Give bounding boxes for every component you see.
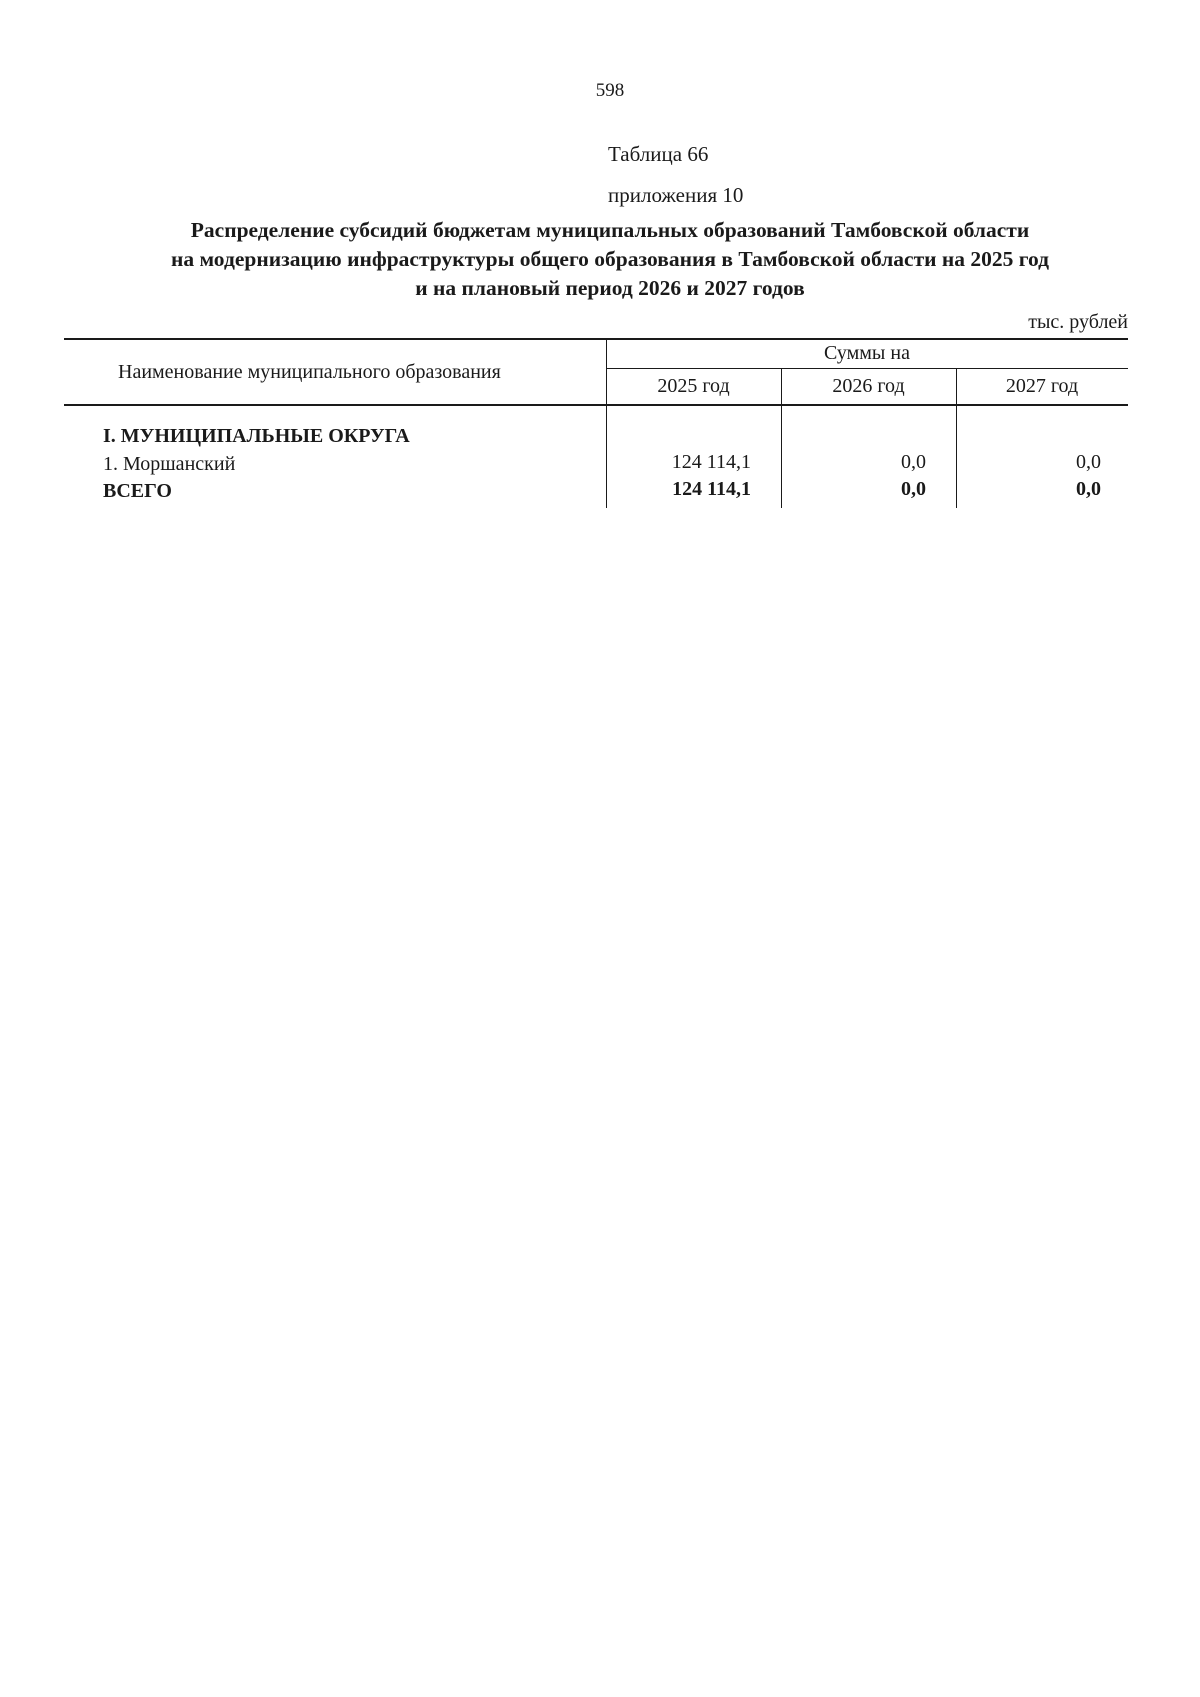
subsidy-table [64,338,1128,508]
header-year-2026: 2026 год [832,375,905,397]
sums-header-rule [606,368,1128,369]
header-year-2027: 2027 год [1005,375,1079,397]
total-cell-2025: 124 114,1 [672,478,751,500]
table-label: Таблица 66 [608,142,709,166]
header-year-2025: 2025 год [657,375,730,397]
page-number: 598 [595,80,625,101]
title-line: и на плановый период 2026 и 2027 годов [415,276,805,300]
header-name-cell: Наименование муниципального образования [118,361,501,383]
table-cell-2025: 124 114,1 [671,451,751,473]
title-line: на модернизацию инфраструктуры общего образования в Тамбовской области на 2025 год [170,247,1050,271]
table-top-rule [64,338,1128,340]
total-row-name: ВСЕГО [103,480,172,502]
section-heading: I. МУНИЦИПАЛЬНЫЕ ОКРУГА [103,425,410,447]
total-cell-2027: 0,0 [1076,478,1101,500]
header-sums-cell: Суммы на [824,342,910,364]
units-label: тыс. рублей [1028,311,1128,333]
title-line: Распределение субсидий бюджетам муниципальных образований Тамбовской области [190,218,1030,242]
total-cell-2026: 0,0 [901,478,926,500]
document-title [60,216,1160,303]
table-row-name: 1. Моршанский [103,453,236,475]
header-bottom-rule [64,404,1128,406]
table-cell-2026: 0,0 [901,451,926,473]
appendix-label: приложения 10 [608,183,744,207]
table-cell-2027: 0,0 [1076,451,1101,473]
